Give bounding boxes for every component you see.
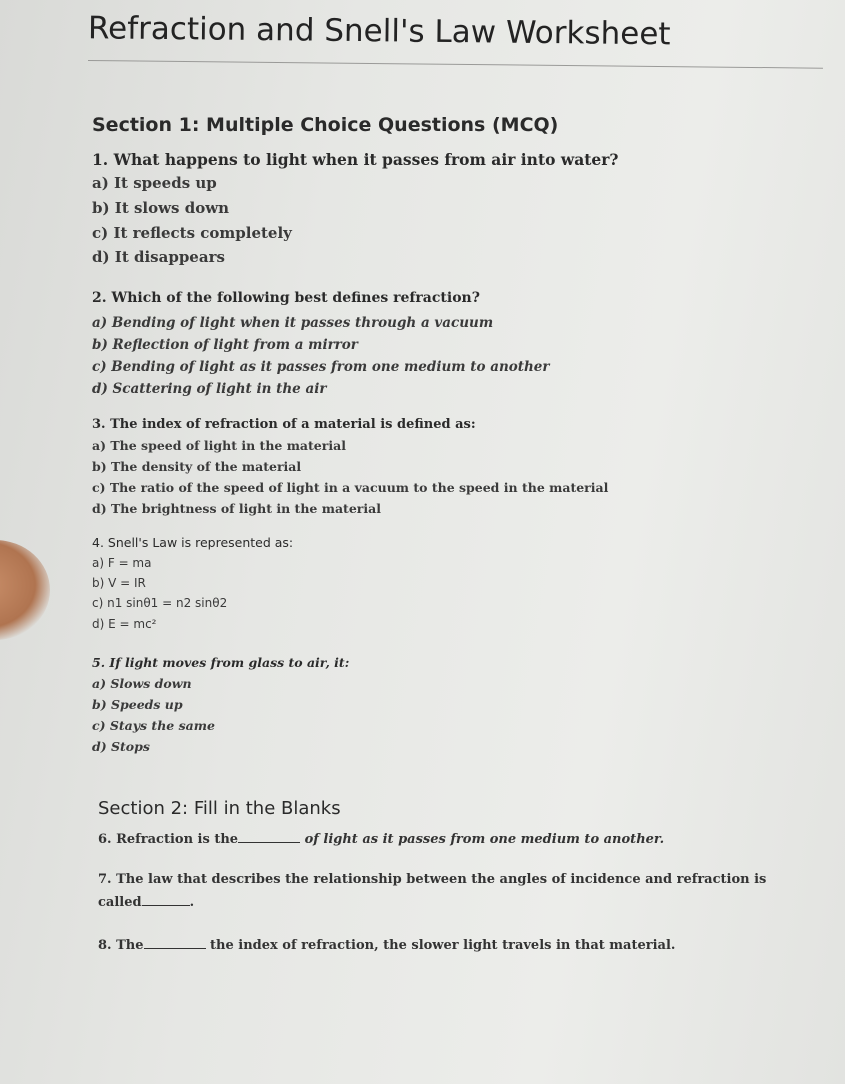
q1-option-a: a) It speeds up <box>92 174 217 192</box>
q1-option-c: c) It reflects completely <box>92 224 292 242</box>
q5-option-d: d) Stops <box>92 739 150 754</box>
q6-blank[interactable] <box>238 830 300 843</box>
q4-option-b: b) V = IR <box>92 576 146 590</box>
q3-option-c: c) The ratio of the speed of light in a vacuum to the speed in the material <box>92 480 609 495</box>
fill-question-6 <box>98 830 664 847</box>
question-4: 4. Snell's Law is represented as: <box>92 535 294 550</box>
q7-text-after: . <box>189 895 195 910</box>
section-2-heading: Section 2: Fill in the Blanks <box>98 798 341 819</box>
fill-question-7-line-1: 7. The law that describes the relationship between the angles of incidence and refraction is <box>98 872 767 887</box>
q3-option-d: d) The brightness of light in the material <box>92 501 381 516</box>
q2-option-c: c) Bending of light as it passes from one medium to another <box>92 359 550 375</box>
question-1: 1. What happens to light when it passes from air into water? <box>92 150 619 169</box>
q8-text-after: the index of refraction, the slower light travels in that material. <box>210 938 676 953</box>
q2-option-b: b) Reflection of light from a mirror <box>92 337 358 353</box>
q4-option-a: a) F = ma <box>92 556 152 570</box>
q3-option-b: b) The density of the material <box>92 459 302 474</box>
q1-option-d: d) It disappears <box>92 248 225 266</box>
question-3: 3. The index of refraction of a material is defined as: <box>92 417 476 432</box>
q5-option-c: c) Stays the same <box>92 718 215 733</box>
q2-option-a: a) Bending of light when it passes through a vacuum <box>92 315 494 331</box>
q3-option-a: a) The speed of light in the material <box>92 438 346 453</box>
q2-option-d: d) Scattering of light in the air <box>92 381 327 397</box>
fill-question-8 <box>98 936 675 953</box>
q5-option-b: b) Speeds up <box>92 697 183 712</box>
q4-option-c: c) n1 sinθ1 = n2 sinθ2 <box>92 596 228 610</box>
fill-question-7-line-2 <box>98 893 194 910</box>
section-1-heading: Section 1: Multiple Choice Questions (MCQ) <box>92 114 559 136</box>
q1-option-b: b) It slows down <box>92 199 230 217</box>
q8-blank[interactable] <box>144 936 206 949</box>
page-title: Refraction and Snell's Law Worksheet <box>87 10 671 53</box>
finger-photo-artifact <box>0 540 50 640</box>
q7-blank[interactable] <box>142 893 190 906</box>
title-divider <box>88 60 823 69</box>
question-2: 2. Which of the following best defines refraction? <box>92 290 480 306</box>
q6-text-after: of light as it passes from one medium to another. <box>304 832 665 847</box>
q8-text-before: 8. The <box>98 938 144 953</box>
q5-option-a: a) Slows down <box>92 676 192 691</box>
question-5: 5. If light moves from glass to air, it: <box>92 655 350 670</box>
q4-option-d: d) E = mc² <box>92 617 157 631</box>
q6-text-before: 6. Refraction is the <box>98 832 239 847</box>
q7-text-before: called <box>98 895 142 910</box>
